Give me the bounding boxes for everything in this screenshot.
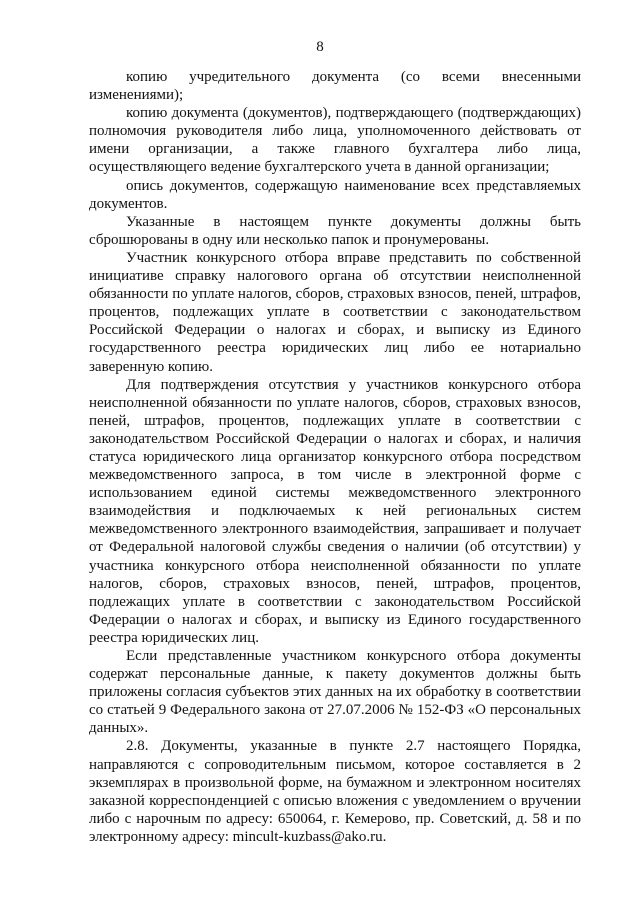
paragraph-charter-copy: копию учредительного документа (со всеми внесенными изменениями); <box>89 69 581 104</box>
document-body <box>89 68 581 846</box>
paragraph-personal-data-consent: Если представленные участником конкурсного отбора документы содержат персональные данные, к пакету документов должны быть приложены согласия субъектов этих данных на их обработку в соответствии со статьей 9 Федерального закона от 27.07.2006 № 152-ФЗ «О персональных данных». <box>89 648 581 737</box>
page-number: 8 <box>316 39 324 55</box>
paragraph-authority-documents: копию документа (документов), подтверждающего (подтверждающих) полномочия руководителя либо лица, уполномоченного действовать от имени организации, а также главного бухгалтера либо лица, осуществляющего ведение бухгалтерского учета в данной организации; <box>89 105 581 176</box>
paragraph-binding-requirement: Указанные в настоящем пункте документы должны быть сброшюрованы в одну или несколько папок и пронумерованы. <box>89 213 581 248</box>
paragraph-interagency-request: Для подтверждения отсутствия у участников конкурсного отбора неисполненной обязанности по уплате налогов, сборов, страховых взносов, пеней, штрафов, процентов, подлежащих уплате в соответствии с законодательством Российской Федерации о налогах и сборах, и наличия статуса юридического лица организатор конкурсного отбора посредством межведомственного запроса, в том числе в электронной форме с использованием единой системы межведомственного электронного взаимодействия и подключаемых к ней региональных систем межведомственного электронного взаимодействия, запрашивает и получает от Федеральной налоговой службы сведения о наличии (об отсутствии) у участника конкурсного отбора неисполненной обязанности по уплате налогов, сборов, страховых взносов, пеней, штрафов, процентов, подлежащих уплате в соответствии с законодательством Российской Федерации о налогах и сборах, и выписку из Единого государственного реестра юридических лиц. <box>89 376 581 646</box>
paragraph-section-2-8: 2.8. Документы, указанные в пункте 2.7 настоящего Порядка, направляются с сопроводительным письмом, которое составляется в 2 экземплярах в произвольной форме, на бумажном и электронном носителях заказной корреспонденцией с описью вложения с уведомлением о вручении либо с нарочным по адресу: 650064, г. Кемерово, пр. Советский, д. 58 и по электронному адресу: mincult-kuzbass@ako.ru. <box>89 738 581 845</box>
paragraph-document-inventory: опись документов, содержащую наименование всех представляемых документов. <box>89 177 581 212</box>
paragraph-tax-certificate: Участник конкурсного отбора вправе представить по собственной инициативе справку налогового органа об отсутствии неисполненной обязанности по уплате налогов, сборов, страховых взносов, пеней, штрафов, процентов, подлежащих уплате в соответствии с законодательством Российской Федерации о налогах и сборах, и выписку из Единого государственного реестра юридических лиц либо ее нотариально заверенную копию. <box>89 249 581 375</box>
